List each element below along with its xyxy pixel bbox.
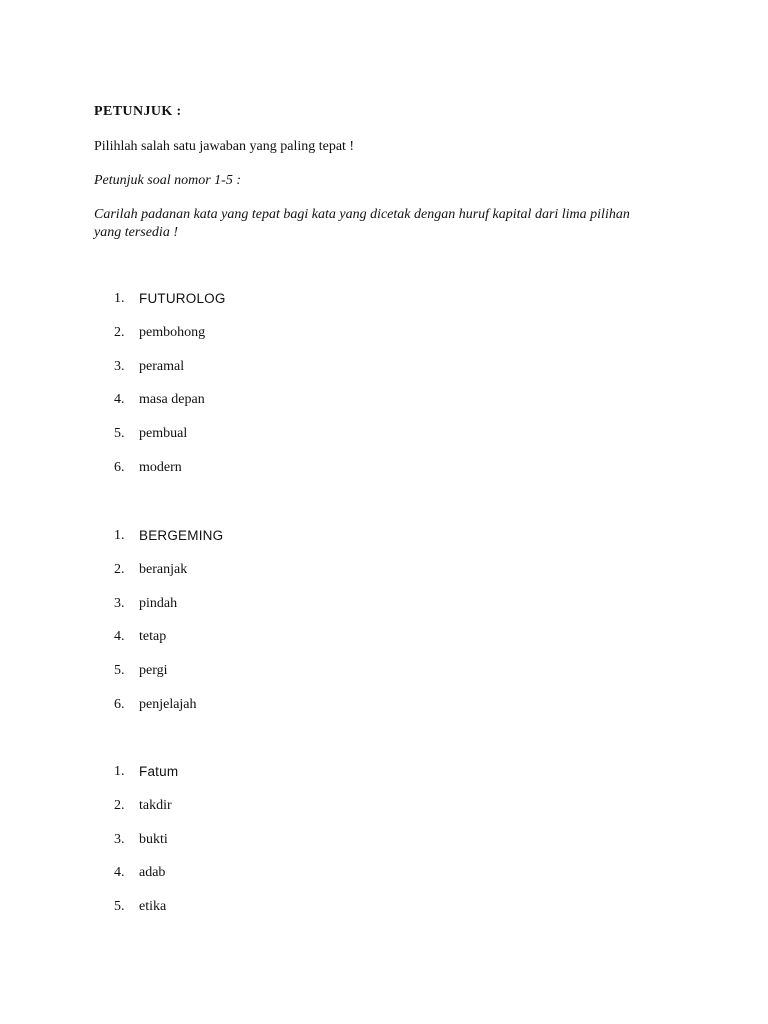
item-number: 4. xyxy=(114,865,125,881)
option-text: tetap xyxy=(139,629,167,645)
option-text: pembohong xyxy=(139,324,206,340)
question-keyword: BERGEMING xyxy=(139,528,224,543)
instruction-text: Pilihlah salah satu jawaban yang paling tepat ! xyxy=(94,139,355,154)
item-number: 5. xyxy=(114,663,125,679)
question-keyword: Fatum xyxy=(139,764,179,779)
option-text: bukti xyxy=(139,831,168,847)
subsection-title: Petunjuk soal nomor 1-5 : xyxy=(94,173,241,188)
item-number: 1. xyxy=(114,764,125,779)
item-number: 2. xyxy=(114,797,125,813)
option-text: pembual xyxy=(139,426,188,442)
option-text: adab xyxy=(139,865,166,881)
item-number: 3. xyxy=(114,595,125,611)
question-keyword: FUTUROLOG xyxy=(139,291,226,306)
item-number: 5. xyxy=(114,899,125,915)
option-text: beranjak xyxy=(139,561,188,577)
option-text: masa depan xyxy=(139,392,205,408)
item-number: 5. xyxy=(114,426,125,442)
option-text: peramal xyxy=(139,358,185,374)
subsection-text: Carilah padanan kata yang tepat bagi kata yang dicetak dengan huruf kapital dari lima pilihan yang tersedia ! xyxy=(94,207,630,240)
option-text: pergi xyxy=(139,663,168,679)
page-heading: PETUNJUK : xyxy=(94,104,182,119)
item-number: 6. xyxy=(114,696,125,712)
option-text: penjelajah xyxy=(139,696,197,712)
item-number: 3. xyxy=(114,831,125,847)
item-number: 3. xyxy=(114,358,125,374)
item-number: 6. xyxy=(114,459,125,475)
item-number: 2. xyxy=(114,561,125,577)
item-number: 4. xyxy=(114,392,125,408)
option-text: pindah xyxy=(139,595,178,611)
item-number: 2. xyxy=(114,324,125,340)
item-number: 1. xyxy=(114,291,125,306)
option-text: etika xyxy=(139,899,167,915)
option-text: takdir xyxy=(139,797,172,813)
option-text: modern xyxy=(139,459,182,475)
item-number: 1. xyxy=(114,528,125,543)
item-number: 4. xyxy=(114,629,125,645)
